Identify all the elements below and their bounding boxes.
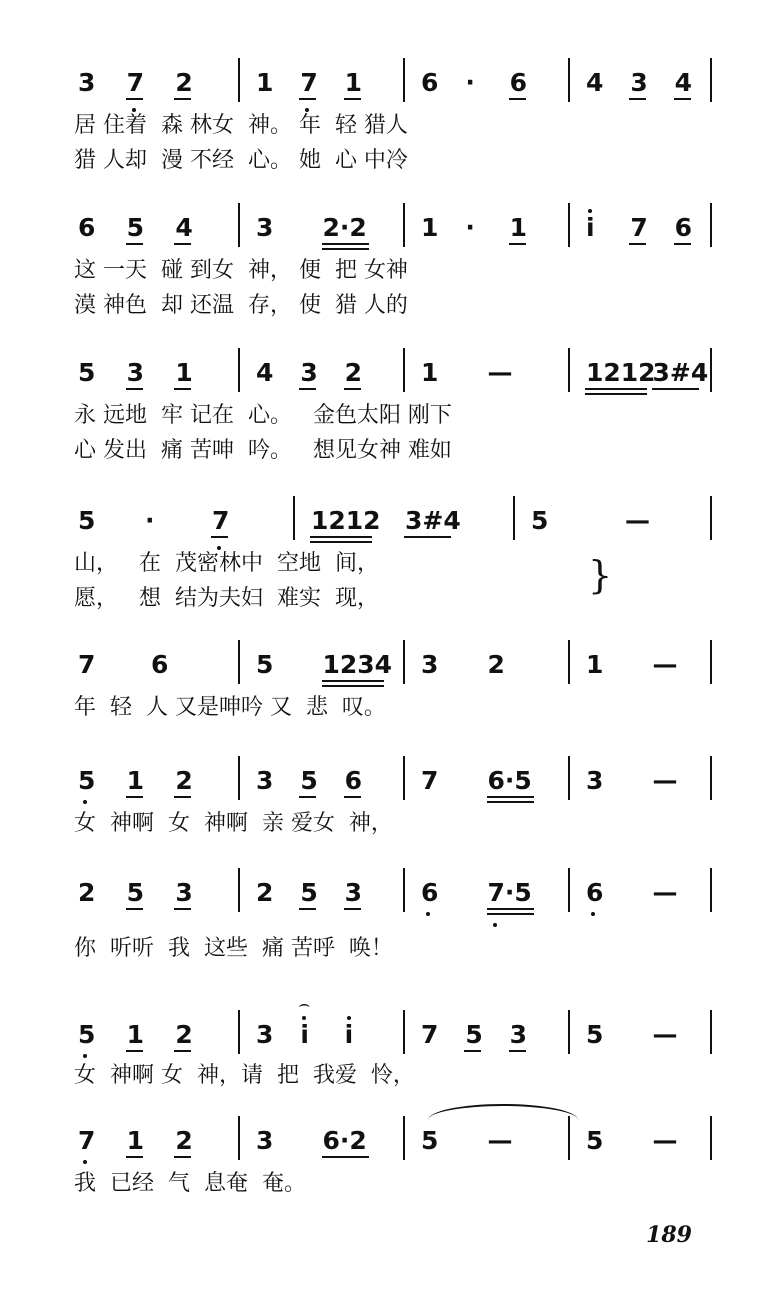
note: 2: [487, 650, 505, 679]
underline: [174, 98, 191, 100]
underline: [629, 98, 646, 100]
note: 1234: [322, 650, 393, 679]
lyric-line: 山， 在 茂密林中 空地 间，: [74, 551, 379, 576]
bar-line: [710, 640, 712, 684]
note: 7: [630, 213, 648, 242]
verse-brace: }: [588, 553, 613, 597]
underline: [464, 1050, 481, 1052]
note: 7: [78, 1126, 96, 1155]
bar-line: [403, 58, 405, 102]
bar-line: [238, 1010, 240, 1054]
note: 2: [175, 68, 193, 97]
note: 1: [509, 213, 528, 242]
note: 6·2: [322, 1126, 367, 1155]
note: 1: [421, 358, 439, 387]
underline: [322, 685, 384, 687]
note: 3: [256, 766, 274, 795]
bar-line: [238, 348, 240, 392]
underline: [344, 796, 361, 798]
lyric-line: 居 住着 森 林女 神。 年 轻 猎人: [74, 113, 408, 138]
note: 2: [344, 358, 363, 387]
note: 3: [256, 1020, 274, 1049]
underline: [126, 388, 143, 390]
dash-rest: —: [652, 1126, 678, 1155]
underline: [126, 243, 143, 245]
underline: [487, 913, 534, 915]
low-octave-dot: [305, 108, 309, 112]
low-octave-dot: [83, 1054, 87, 1058]
note: 4: [256, 358, 274, 387]
note: 3: [300, 358, 318, 387]
underline: [174, 1050, 191, 1052]
note: 3: [509, 1020, 528, 1049]
underline: [585, 388, 647, 390]
note: 5: [78, 766, 96, 795]
bar-line: [710, 348, 712, 392]
note: 3#4: [405, 506, 461, 535]
dash-rest: —: [625, 506, 650, 535]
dash-rest: —: [487, 358, 513, 387]
note: 6: [78, 213, 96, 242]
note: 1: [126, 1126, 145, 1155]
underline: [404, 536, 451, 538]
note: 5: [300, 878, 318, 907]
dot-extension: ·: [465, 213, 475, 242]
lyric-line: 心 发出 痛 苦呻 吟。 想见女神 难如: [74, 438, 452, 463]
note: 6·5: [487, 766, 532, 795]
note: 1: [126, 766, 145, 795]
underline: [322, 680, 384, 682]
note: 7: [421, 1020, 439, 1049]
lyric-line: 你 听听 我 这些 痛 苦呼 唤！: [74, 936, 393, 961]
underline: [126, 1050, 143, 1052]
underline: [674, 98, 691, 100]
bar-line: [568, 203, 570, 247]
note: 7: [78, 650, 96, 679]
dash-rest: —: [652, 650, 678, 679]
note: 5: [586, 1126, 604, 1155]
note: 7: [126, 68, 145, 97]
underline: [299, 796, 316, 798]
underline: [344, 98, 361, 100]
underline: [299, 98, 316, 100]
underline: [344, 908, 361, 910]
note: 2: [175, 1020, 193, 1049]
bar-line: [568, 1116, 570, 1160]
bar-line: [568, 58, 570, 102]
note: 4: [586, 68, 604, 97]
low-octave-dot: [132, 108, 136, 112]
underline: [299, 908, 316, 910]
note: 6: [151, 650, 169, 679]
note: 3: [256, 1126, 274, 1155]
page-number: 189: [646, 1222, 692, 1248]
note: 2: [78, 878, 96, 907]
low-octave-dot: [83, 1160, 87, 1164]
underline: [126, 908, 143, 910]
note: 5: [78, 506, 96, 535]
underline: [299, 388, 316, 390]
tie-arc: [428, 1104, 578, 1120]
note: 6: [421, 68, 439, 97]
lyric-line: 愿， 想 结为夫妇 难实 现，: [74, 586, 379, 611]
lyric-line: 这 一天 碰 到女 神， 便 把 女神: [74, 258, 408, 283]
note: 6: [586, 878, 604, 907]
underline: [509, 1050, 526, 1052]
note: 5: [300, 766, 318, 795]
underline: [174, 388, 191, 390]
bar-line: [403, 1010, 405, 1054]
lyric-line: 漠 神色 却 还温 存， 使 猎 人的: [74, 293, 408, 318]
lyric-line: 我 已经 气 息奄 奄。: [74, 1171, 306, 1196]
underline: [509, 243, 526, 245]
lyric-line: 永 远地 牢 记在 心。 金色太阳 刚下: [74, 403, 452, 428]
bar-line: [568, 756, 570, 800]
note: i: [300, 1020, 309, 1049]
low-octave-dot: [591, 912, 595, 916]
dash-rest: —: [487, 1126, 513, 1155]
underline: [174, 243, 191, 245]
note: 3: [586, 766, 604, 795]
bar-line: [403, 868, 405, 912]
lyric-line: 猎 人却 漫 不经 心。 她 心 中冷: [74, 148, 408, 173]
lyric-line: 女 神啊 女 神啊 亲 爱女 神，: [74, 811, 393, 836]
note: 5: [78, 358, 96, 387]
underline: [126, 1156, 143, 1158]
note: 2·2: [322, 213, 367, 242]
note: 1: [344, 68, 363, 97]
low-octave-dot: [493, 923, 497, 927]
note: 7: [300, 68, 318, 97]
underline: [487, 796, 534, 798]
underline: [126, 796, 143, 798]
note: 3: [78, 68, 96, 97]
note: 1212: [311, 506, 381, 535]
underline: [629, 243, 646, 245]
high-octave-dot: [588, 209, 592, 213]
note: 6: [421, 878, 439, 907]
note: 1: [586, 650, 604, 679]
bar-line: [403, 756, 405, 800]
underline: [322, 248, 369, 250]
underline: [585, 393, 647, 395]
note: 7: [212, 506, 230, 535]
bar-line: [238, 868, 240, 912]
bar-line: [710, 868, 712, 912]
underline: [174, 796, 191, 798]
bar-line: [403, 640, 405, 684]
underline: [674, 243, 691, 245]
note: 3: [256, 213, 274, 242]
underline: [310, 536, 372, 538]
bar-line: [238, 756, 240, 800]
low-octave-dot: [217, 546, 221, 550]
note: 7·5: [487, 878, 532, 907]
note: i: [586, 213, 595, 242]
bar-line: [238, 203, 240, 247]
bar-line: [568, 640, 570, 684]
low-octave-dot: [83, 800, 87, 804]
note: 2: [256, 878, 274, 907]
note: i: [344, 1020, 354, 1049]
underline: [487, 908, 534, 910]
fermata-icon: ⌢: [298, 994, 311, 1015]
note: 5: [126, 213, 145, 242]
underline: [322, 243, 369, 245]
bar-line: [710, 1116, 712, 1160]
dash-rest: —: [652, 766, 678, 795]
bar-line: [403, 1116, 405, 1160]
note: 1: [256, 68, 274, 97]
bar-line: [238, 58, 240, 102]
note: 3: [344, 878, 363, 907]
note: 3: [421, 650, 439, 679]
note: 5: [78, 1020, 96, 1049]
underline: [126, 98, 143, 100]
note: 6: [344, 766, 363, 795]
underline: [322, 1156, 369, 1158]
dash-rest: —: [652, 878, 678, 907]
note: 5: [586, 1020, 604, 1049]
note: 6: [674, 213, 693, 242]
bar-line: [238, 640, 240, 684]
note: 3: [126, 358, 145, 387]
bar-line: [568, 348, 570, 392]
underline: [652, 388, 699, 390]
dot-extension: ·: [465, 68, 475, 97]
bar-line: [710, 58, 712, 102]
underline: [310, 541, 372, 543]
underline: [211, 536, 228, 538]
lyric-line: 女 神啊 女 神，请 把 我爱 怜，: [74, 1063, 415, 1088]
underline: [487, 801, 534, 803]
bar-line: [403, 348, 405, 392]
note: 1212: [586, 358, 656, 387]
note: 2: [175, 1126, 193, 1155]
bar-line: [710, 203, 712, 247]
dash-rest: —: [652, 1020, 678, 1049]
note: 1: [175, 358, 193, 387]
bar-line: [568, 868, 570, 912]
note: 3: [630, 68, 648, 97]
bar-line: [238, 1116, 240, 1160]
bar-line: [710, 496, 712, 540]
bar-line: [710, 1010, 712, 1054]
dot-extension: ·: [145, 506, 155, 535]
note: 5: [256, 650, 274, 679]
note: 3: [175, 878, 193, 907]
bar-line: [403, 203, 405, 247]
note: 6: [509, 68, 528, 97]
underline: [174, 1156, 191, 1158]
note: 2: [175, 766, 193, 795]
note: 4: [175, 213, 193, 242]
bar-line: [710, 756, 712, 800]
underline: [174, 908, 191, 910]
lyric-line: 年 轻 人 又是呻吟 又 悲 叹。: [74, 695, 386, 720]
note: 7: [421, 766, 439, 795]
note: 5: [531, 506, 549, 535]
note: 1: [421, 213, 439, 242]
underline: [509, 98, 526, 100]
bar-line: [293, 496, 295, 540]
note: 3#4: [652, 358, 709, 387]
note: 1: [126, 1020, 145, 1049]
note: 5: [126, 878, 145, 907]
high-octave-dot: [347, 1016, 351, 1020]
bar-line: [513, 496, 515, 540]
note: 4: [674, 68, 693, 97]
bar-line: [568, 1010, 570, 1054]
low-octave-dot: [426, 912, 430, 916]
note: 5: [465, 1020, 483, 1049]
note: 5: [421, 1126, 439, 1155]
underline: [344, 388, 361, 390]
